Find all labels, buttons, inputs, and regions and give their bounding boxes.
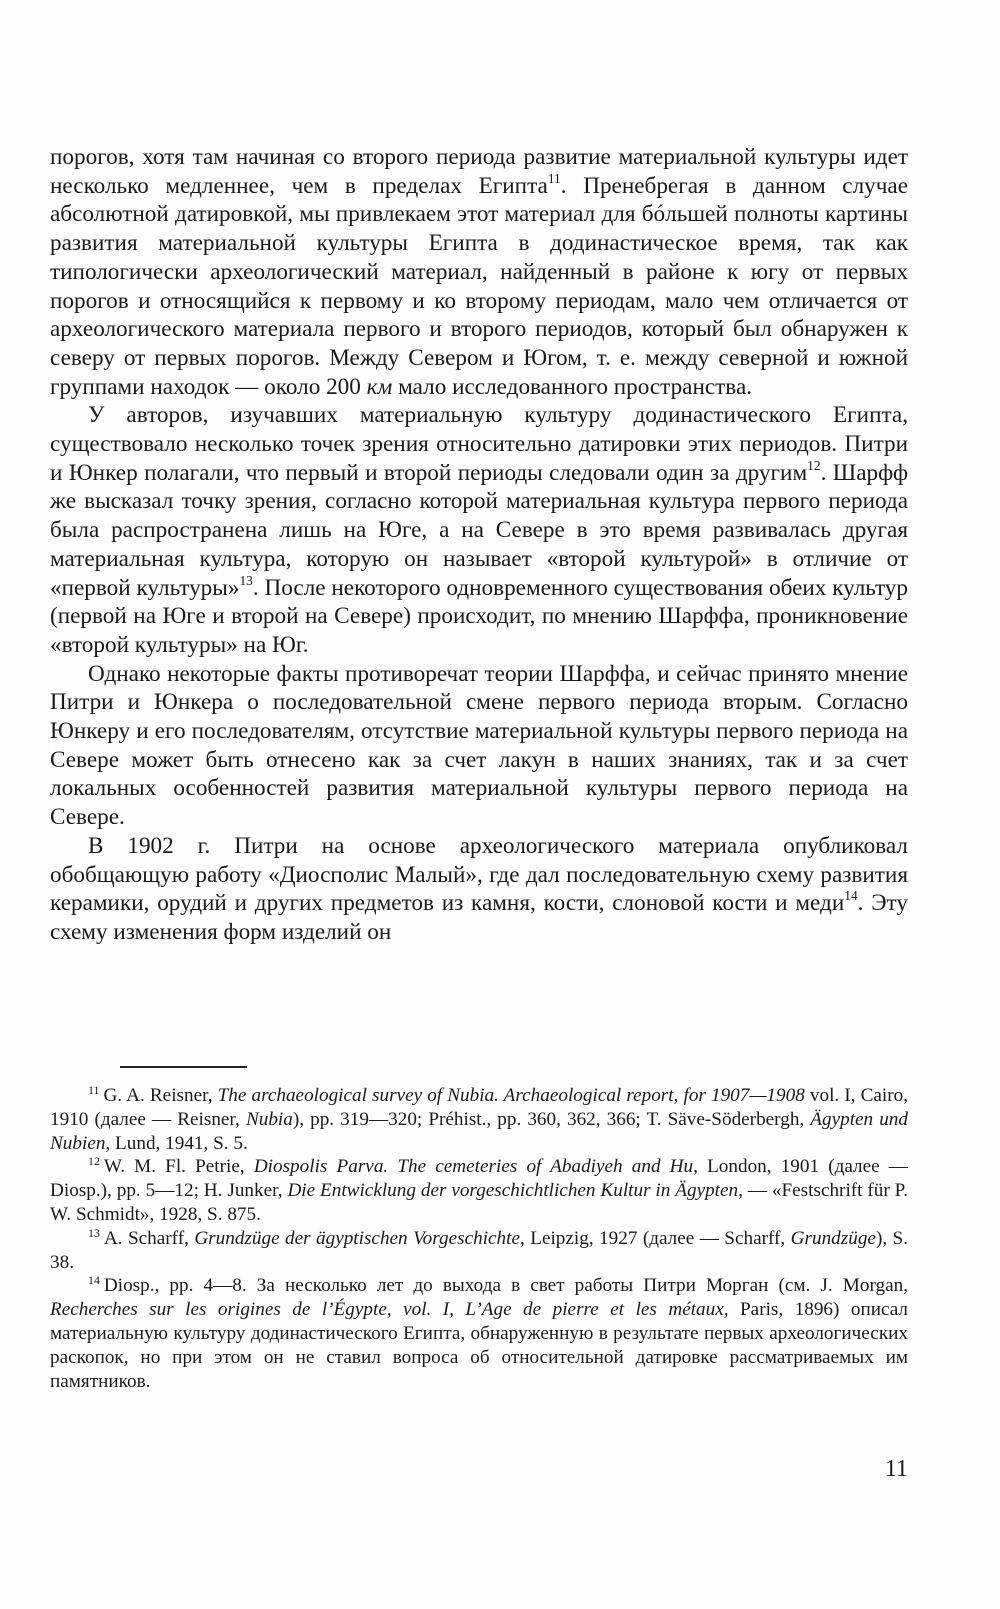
footnote-ref: 12 <box>807 457 821 473</box>
paragraph <box>50 660 908 832</box>
paragraph <box>50 143 908 401</box>
footnote-number: 12 <box>88 1154 100 1169</box>
text-run: У авторов, изучавших материальную культуру додинастического Египта, существовало несколько точек зрения относительно датировки этих периодов. Питри и Юнкер полагали, что первый и второй периоды следовали один за другим <box>50 402 908 486</box>
footnote-ref: 11 <box>547 170 561 186</box>
text-run: ), S. 38. <box>50 1227 909 1273</box>
footnote-number: 13 <box>88 1225 100 1240</box>
text-run: G. A. Reisner, <box>103 1085 218 1106</box>
text-run: Leipzig, 1927 (далее — Scharff, <box>524 1227 791 1249</box>
text-run: Diosp., pp. 4—8. За несколько лет до выхода в свет работы Питри Морган (см. J. Morgan, <box>103 1275 908 1297</box>
footnote <box>50 1274 908 1393</box>
text-run: ), pp. 319—320; Préhist., pp. 360, 362, 366; T. Säve-Söderbergh, <box>292 1108 811 1130</box>
text-run: В 1902 г. Питри на основе археологического материала опубликовал обобщающую работу «Диосполис Малый», где дал последовательную схему развития керамики, орудий и других предметов из камня, кости, слоновой кости и меди <box>50 832 908 917</box>
text-run: . Пренебрегая в данном случае абсолютной датировкой, мы привлекаем этот материал для бóльшей полноты картины развития материальной культуры Египта в додинастическое время, так как типологически археологический материал, найденный в районе к югу от первых порогов и относящийся к первому и ко второму периодам, мало чем отличается от археологического материала первого и второго периодов, который был обнаружен к северу от первых порогов. Между Севером и Югом, т. е. между северной и южной группами находок — около 200 <box>50 172 908 400</box>
italic-text: Nubia <box>245 1108 293 1130</box>
text-run: . После некоторого одновременного существования обеих культур (первой на Юге и второй на Севере) происходит, по мнению Шарффа, проникновение «второй культуры» на Юг. <box>50 574 908 658</box>
text-run: Lund, 1941, S. 5. <box>110 1132 248 1154</box>
italic-text: Die Entwicklung der vorgeschichtlichen Kultur in Ägypten, <box>287 1180 743 1202</box>
italic-text: Grundzüge der ägyptischen Vorgeschichte, <box>194 1227 525 1249</box>
text-run: порогов, хотя там начиная со второго периода развитие материальной культуры идет несколько медленнее, чем в пределах Египта <box>50 144 908 199</box>
main-text <box>50 143 908 947</box>
italic-text: Ägypten und Nubien, <box>50 1108 908 1154</box>
text-run: мало исследованного пространства. <box>392 373 753 400</box>
footnote <box>50 1084 908 1155</box>
footnote-ref: 14 <box>844 888 858 904</box>
footnotes <box>50 1084 908 1393</box>
text-run: — «Festschrift für P. W. Schmidt», 1928, S. 875. <box>50 1180 909 1225</box>
text-run: London, 1901 (далее — Diosp.), pp. 5—12; H. Junker, <box>50 1156 908 1202</box>
text-run: . Шарфф же высказал точку зрения, согласно которой материальная культура первого периода была распространена лишь на Юге, а на Севере в это время развивалась другая материальная культура, которую он называет «второй культурой» в отличие от «первой культуры» <box>50 459 908 601</box>
footnote <box>50 1155 908 1226</box>
italic-text: Recherches sur les origines de l’Égypte, vol. I, L’Age de pierre et les métaux, <box>50 1299 729 1321</box>
text-run: Однако некоторые факты противоречат теории Шарффа, и сейчас принято мнение Питри и Юнкера о последовательной смене первого периода вторым. Согласно Юнкеру и его последователям, отсутствие материальной культуры первого периода на Севере может быть отнесено как за счет лакун в наших знаниях, так и за счет локальных особенностей развития материальной культуры первого периода на Севере. <box>50 660 908 831</box>
footnote <box>50 1227 908 1275</box>
footnote-number: 11 <box>88 1082 100 1097</box>
text-run: Paris, 1896) описал материальную культуру додинастического Египта, обнаруженную в результате первых археологических раскопок, но при этом он не ставил вопроса об относительной датировке рассматриваемых им памятников. <box>50 1299 908 1392</box>
italic-text: Grundzüge <box>790 1227 876 1249</box>
paragraph <box>50 832 908 947</box>
text-run: W. M. Fl. Petrie, <box>103 1156 254 1178</box>
text-run: vol. I, Cairo, 1910 (далее — Reisner, <box>50 1085 908 1130</box>
paragraph <box>50 401 908 659</box>
footnote-number: 14 <box>88 1273 100 1288</box>
text-run: . Эту схему изменения форм изделий он <box>50 890 908 945</box>
italic-text: Diospolis Parva. The cemeteries of Abadiyeh and Hu, <box>253 1156 698 1178</box>
footnote-ref: 13 <box>239 572 253 588</box>
italic-text: The archaeological survey of Nubia. Archaeological report, for 1907—1908 <box>217 1085 805 1106</box>
page-number: 11 <box>884 1456 908 1482</box>
footnote-separator <box>120 1066 247 1068</box>
italic-text: км <box>366 373 393 400</box>
text-run: A. Scharff, <box>103 1227 195 1249</box>
